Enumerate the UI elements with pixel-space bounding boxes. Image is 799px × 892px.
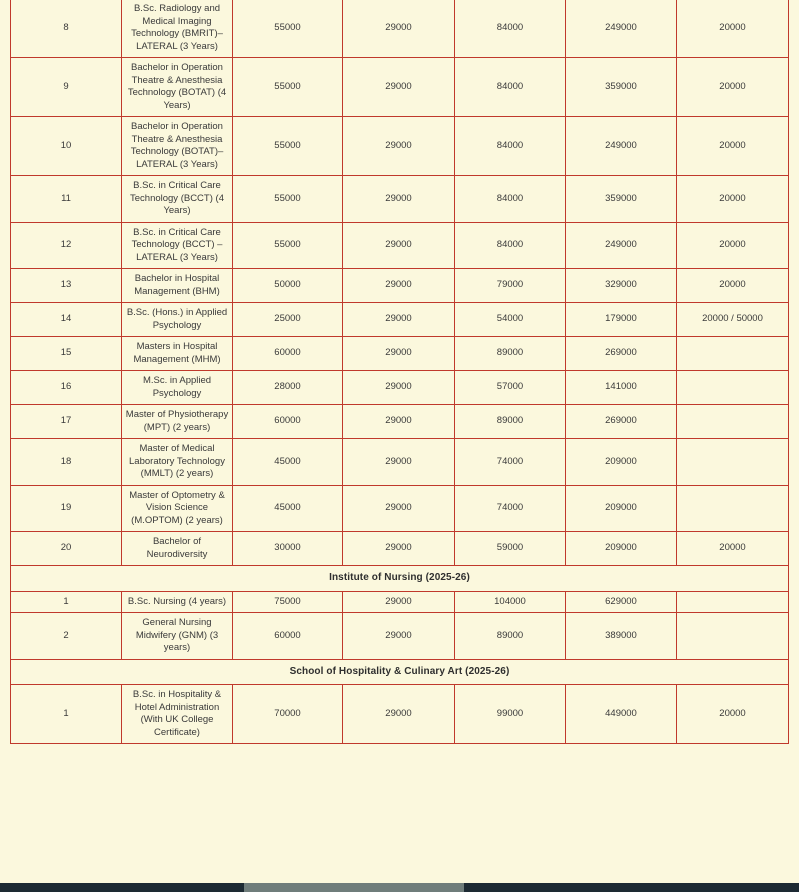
cell-hostel-fee: 249000	[566, 222, 677, 269]
cell-caution-money: 20000 / 50000	[677, 303, 789, 337]
cell-program-name: Bachelor in Operation Theatre & Anesthesia Technology (BOTAT)– LATERAL (3 Years)	[122, 117, 233, 176]
table-row	[11, 405, 789, 439]
cell-tuition-fee: 45000	[233, 439, 343, 486]
section-title: School of Hospitality & Culinary Art (2025-26)	[11, 659, 789, 685]
cell-caution-money: 20000	[677, 117, 789, 176]
cell-other-fee: 29000	[343, 591, 455, 613]
cell-tuition-fee: 25000	[233, 303, 343, 337]
cell-other-fee: 29000	[343, 685, 455, 744]
cell-other-fee: 29000	[343, 532, 455, 566]
cell-serial-number: 20	[11, 532, 122, 566]
cell-serial-number: 19	[11, 485, 122, 532]
cell-total-fee: 84000	[455, 117, 566, 176]
cell-caution-money: 20000	[677, 222, 789, 269]
cell-other-fee: 29000	[343, 58, 455, 117]
cell-caution-money	[677, 613, 789, 660]
cell-program-name: Master of Physiotherapy (MPT) (2 years)	[122, 405, 233, 439]
cell-tuition-fee: 60000	[233, 613, 343, 660]
cell-other-fee: 29000	[343, 371, 455, 405]
cell-other-fee: 29000	[343, 176, 455, 223]
cell-program-name: Bachelor in Hospital Management (BHM)	[122, 269, 233, 303]
cell-serial-number: 1	[11, 685, 122, 744]
cell-serial-number: 2	[11, 613, 122, 660]
cell-program-name: Bachelor in Operation Theatre & Anesthesia Technology (BOTAT) (4 Years)	[122, 58, 233, 117]
cell-serial-number: 18	[11, 439, 122, 486]
cell-tuition-fee: 55000	[233, 222, 343, 269]
section-title: Institute of Nursing (2025-26)	[11, 566, 789, 592]
cell-program-name: B.Sc. Radiology and Medical Imaging Technology (BMRIT)– LATERAL (3 Years)	[122, 0, 233, 58]
cell-total-fee: 104000	[455, 591, 566, 613]
cell-hostel-fee: 269000	[566, 405, 677, 439]
cell-serial-number: 12	[11, 222, 122, 269]
cell-caution-money	[677, 485, 789, 532]
cell-total-fee: 74000	[455, 439, 566, 486]
cell-total-fee: 89000	[455, 405, 566, 439]
horizontal-scrollbar-thumb[interactable]	[244, 883, 464, 892]
cell-caution-money: 20000	[677, 0, 789, 58]
cell-total-fee: 79000	[455, 269, 566, 303]
fee-table-viewport	[10, 0, 788, 744]
cell-program-name: General Nursing Midwifery (GNM) (3 years)	[122, 613, 233, 660]
table-row	[11, 0, 789, 58]
cell-serial-number: 8	[11, 0, 122, 58]
table-row	[11, 685, 789, 744]
table-section-header-row	[11, 566, 789, 592]
cell-other-fee: 29000	[343, 613, 455, 660]
cell-tuition-fee: 75000	[233, 591, 343, 613]
cell-program-name: B.Sc. in Critical Care Technology (BCCT) (4 Years)	[122, 176, 233, 223]
cell-total-fee: 84000	[455, 176, 566, 223]
cell-serial-number: 1	[11, 591, 122, 613]
cell-other-fee: 29000	[343, 439, 455, 486]
cell-program-name: Masters in Hospital Management (MHM)	[122, 337, 233, 371]
cell-hostel-fee: 209000	[566, 485, 677, 532]
cell-other-fee: 29000	[343, 303, 455, 337]
table-row	[11, 532, 789, 566]
table-row	[11, 439, 789, 486]
cell-hostel-fee: 141000	[566, 371, 677, 405]
cell-total-fee: 89000	[455, 337, 566, 371]
cell-tuition-fee: 30000	[233, 532, 343, 566]
cell-caution-money: 20000	[677, 176, 789, 223]
cell-caution-money: 20000	[677, 269, 789, 303]
cell-hostel-fee: 209000	[566, 439, 677, 486]
table-row	[11, 591, 789, 613]
table-row	[11, 371, 789, 405]
cell-hostel-fee: 629000	[566, 591, 677, 613]
cell-tuition-fee: 55000	[233, 0, 343, 58]
cell-total-fee: 99000	[455, 685, 566, 744]
table-row	[11, 303, 789, 337]
cell-total-fee: 84000	[455, 222, 566, 269]
cell-program-name: B.Sc. Nursing (4 years)	[122, 591, 233, 613]
cell-program-name: B.Sc. (Hons.) in Applied Psychology	[122, 303, 233, 337]
cell-program-name: B.Sc. in Hospitality & Hotel Administration (With UK College Certificate)	[122, 685, 233, 744]
cell-tuition-fee: 70000	[233, 685, 343, 744]
cell-hostel-fee: 249000	[566, 0, 677, 58]
cell-caution-money: 20000	[677, 532, 789, 566]
table-row	[11, 613, 789, 660]
horizontal-scrollbar[interactable]	[0, 883, 799, 892]
cell-other-fee: 29000	[343, 222, 455, 269]
cell-hostel-fee: 249000	[566, 117, 677, 176]
cell-tuition-fee: 55000	[233, 176, 343, 223]
cell-tuition-fee: 50000	[233, 269, 343, 303]
cell-hostel-fee: 329000	[566, 269, 677, 303]
cell-caution-money	[677, 591, 789, 613]
cell-caution-money	[677, 371, 789, 405]
table-row	[11, 117, 789, 176]
cell-other-fee: 29000	[343, 485, 455, 532]
cell-hostel-fee: 449000	[566, 685, 677, 744]
fee-table-body	[11, 0, 789, 744]
cell-serial-number: 16	[11, 371, 122, 405]
cell-total-fee: 54000	[455, 303, 566, 337]
table-row	[11, 222, 789, 269]
cell-program-name: B.Sc. in Critical Care Technology (BCCT) – LATERAL (3 Years)	[122, 222, 233, 269]
cell-serial-number: 13	[11, 269, 122, 303]
table-row	[11, 269, 789, 303]
cell-caution-money: 20000	[677, 685, 789, 744]
cell-total-fee: 89000	[455, 613, 566, 660]
table-row	[11, 176, 789, 223]
cell-serial-number: 9	[11, 58, 122, 117]
cell-other-fee: 29000	[343, 405, 455, 439]
cell-other-fee: 29000	[343, 269, 455, 303]
cell-hostel-fee: 359000	[566, 176, 677, 223]
cell-other-fee: 29000	[343, 117, 455, 176]
table-row	[11, 337, 789, 371]
cell-program-name: Bachelor of Neurodiversity	[122, 532, 233, 566]
cell-caution-money	[677, 337, 789, 371]
cell-serial-number: 10	[11, 117, 122, 176]
cell-tuition-fee: 28000	[233, 371, 343, 405]
cell-total-fee: 57000	[455, 371, 566, 405]
cell-serial-number: 15	[11, 337, 122, 371]
table-section-header-row	[11, 659, 789, 685]
cell-other-fee: 29000	[343, 337, 455, 371]
cell-program-name: M.Sc. in Applied Psychology	[122, 371, 233, 405]
cell-hostel-fee: 209000	[566, 532, 677, 566]
cell-total-fee: 59000	[455, 532, 566, 566]
cell-caution-money	[677, 439, 789, 486]
cell-total-fee: 84000	[455, 0, 566, 58]
cell-program-name: Master of Optometry & Vision Science (M.OPTOM) (2 years)	[122, 485, 233, 532]
cell-hostel-fee: 269000	[566, 337, 677, 371]
cell-total-fee: 84000	[455, 58, 566, 117]
cell-hostel-fee: 179000	[566, 303, 677, 337]
cell-hostel-fee: 389000	[566, 613, 677, 660]
cell-tuition-fee: 60000	[233, 337, 343, 371]
cell-tuition-fee: 60000	[233, 405, 343, 439]
cell-serial-number: 17	[11, 405, 122, 439]
fee-structure-table	[10, 0, 789, 744]
cell-serial-number: 11	[11, 176, 122, 223]
cell-total-fee: 74000	[455, 485, 566, 532]
cell-caution-money	[677, 405, 789, 439]
cell-tuition-fee: 45000	[233, 485, 343, 532]
cell-tuition-fee: 55000	[233, 58, 343, 117]
cell-hostel-fee: 359000	[566, 58, 677, 117]
cell-caution-money: 20000	[677, 58, 789, 117]
cell-program-name: Master of Medical Laboratory Technology (MMLT) (2 years)	[122, 439, 233, 486]
table-row	[11, 485, 789, 532]
cell-other-fee: 29000	[343, 0, 455, 58]
cell-tuition-fee: 55000	[233, 117, 343, 176]
table-row	[11, 58, 789, 117]
cell-serial-number: 14	[11, 303, 122, 337]
